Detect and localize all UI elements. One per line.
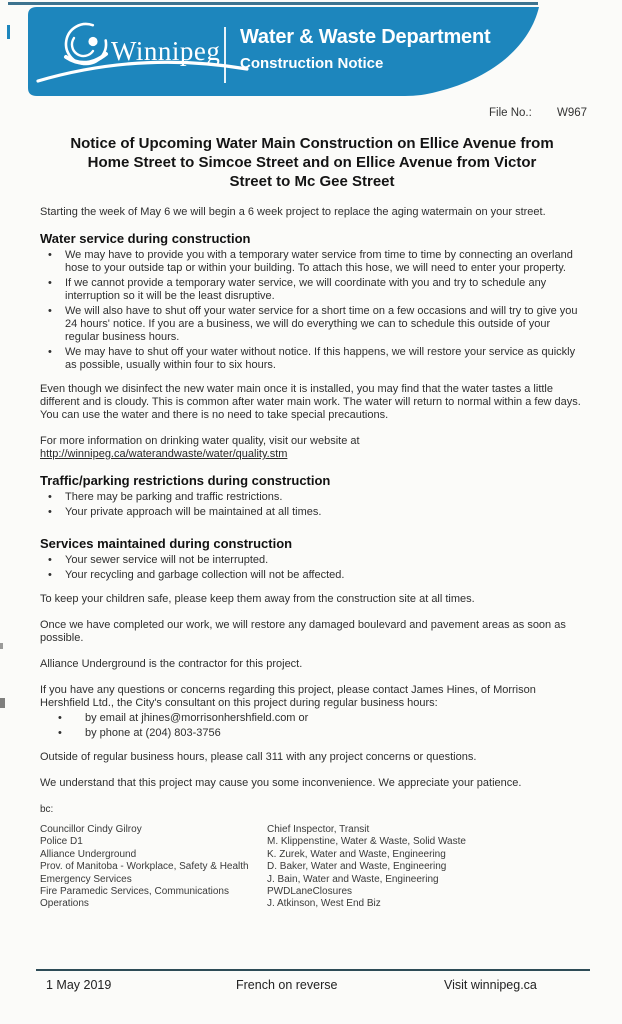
contact-paragraph: If you have any questions or concerns regarding this project, please contact James Hines, of Morrison Hershfield Ltd., the City's consultant on this project during regular business hours:: [40, 684, 536, 709]
bullet-icon: •: [48, 346, 52, 358]
department-title: Water & Waste Department: [240, 26, 491, 48]
services-bullet-list: [40, 554, 585, 582]
bc-recipient: PWDLaneClosures: [267, 886, 353, 898]
list-item: [40, 712, 585, 725]
contact-bullet-list: [40, 712, 585, 740]
section-heading-water-service: Water service during construction: [40, 231, 251, 246]
bc-distribution-list: [40, 824, 585, 911]
traffic-bullet-list: [40, 491, 585, 519]
list-item: [40, 346, 585, 372]
bc-recipient: Alliance Underground: [40, 848, 137, 860]
list-item: [40, 554, 585, 567]
list-item: [40, 277, 585, 303]
bc-label: bc:: [40, 804, 54, 815]
bullet-icon: •: [48, 305, 52, 317]
section-heading-traffic: Traffic/parking restrictions during construction: [40, 473, 331, 488]
file-number-label: File No.:: [489, 107, 532, 119]
page-footer: [36, 969, 590, 992]
bullet-text: Your sewer service will not be interrupted.: [65, 554, 269, 566]
bc-recipient: Councillor Cindy Gilroy: [40, 824, 142, 835]
patience-paragraph: We understand that this project may cause you some inconvenience. We appreciate your patience.: [40, 777, 522, 789]
footer-french-note: French on reverse: [236, 978, 338, 992]
bc-recipient: K. Zurek, Water and Waste, Engineering: [267, 848, 446, 860]
scan-artifact: [0, 698, 5, 708]
list-item: [40, 491, 585, 504]
bullet-icon: •: [48, 491, 52, 503]
bullet-text: If we cannot provide a temporary water service, we will coordinate with you and try to schedule any interruption so it will be the least disruptive.: [65, 277, 547, 302]
footer-date: 1 May 2019: [46, 978, 112, 992]
bullet-icon: •: [48, 569, 52, 581]
bc-column-left: [40, 824, 267, 911]
bc-recipient: M. Klippenstine, Water & Waste, Solid Waste: [267, 836, 466, 848]
bc-recipient: Chief Inspector, Transit: [267, 824, 370, 835]
restore-paragraph: Once we have completed our work, we will restore any damaged boulevard and pavement areas as soon as possible.: [40, 619, 566, 644]
after-hours-paragraph: Outside of regular business hours, please call 311 with any project concerns or questions.: [40, 751, 477, 763]
bullet-icon: •: [58, 727, 62, 739]
bullet-text: Your recycling and garbage collection will not be affected.: [65, 569, 345, 581]
website-paragraph: [40, 435, 585, 461]
banner-divider: [224, 27, 226, 83]
disinfect-paragraph: Even though we disinfect the new water main once it is installed, you may find that the water tastes a little different and is cloudy. This is common after water main work. The water will return to normal within a few days. You can use the water and there is no need to take special precautions.: [40, 383, 581, 421]
list-item: [40, 727, 585, 740]
bc-column-right: [267, 824, 585, 911]
document-body: [40, 134, 585, 911]
page-title: [34, 134, 590, 191]
bc-recipient: J. Bain, Water and Waste, Engineering: [267, 873, 439, 885]
bc-recipient: J. Atkinson, West End Biz: [267, 898, 381, 910]
list-item: [40, 506, 585, 519]
children-safety-paragraph: To keep your children safe, please keep them away from the construction site at all times.: [40, 593, 475, 605]
bc-recipient: Police D1: [40, 836, 83, 848]
bullet-text: We may have to shut off your water without notice. If this happens, we will restore your service as quickly as possible, usually within four to six hours.: [65, 346, 576, 371]
bc-recipient: Prov. of Manitoba - Workplace, Safety & Health: [40, 861, 249, 873]
bc-recipient: Emergency Services: [40, 873, 132, 885]
bullet-icon: •: [48, 277, 52, 289]
scan-artifact: [0, 643, 3, 649]
list-item: [40, 249, 585, 275]
section-heading-services: Services maintained during construction: [40, 536, 293, 551]
winnipeg-logo-wordmark: Winnipeg: [111, 36, 221, 66]
bullet-icon: •: [48, 554, 52, 566]
water-quality-link[interactable]: http://winnipeg.ca/waterandwaste/water/quality.stm: [40, 448, 288, 460]
bullet-icon: •: [48, 506, 52, 518]
intro-paragraph: Starting the week of May 6 we will begin a 6 week project to replace the aging watermain on your street.: [40, 206, 546, 218]
file-number-value: W967: [557, 107, 588, 119]
contractor-paragraph: Alliance Underground is the contractor for this project.: [40, 658, 303, 670]
page-title-line: Home Street to Simcoe Street and on Ellice Avenue from Victor: [87, 154, 537, 171]
bullet-text: We may have to provide you with a temporary water service from time to time by connecting an overland hose to your outside tap or within your building. To attach this hose, we will need to enter your property.: [65, 249, 573, 274]
list-item: [40, 569, 585, 582]
website-paragraph-text: For more information on drinking water quality, visit our website at: [40, 435, 360, 447]
bc-recipient: D. Baker, Water and Waste, Engineering: [267, 861, 447, 873]
water-service-bullet-list: [40, 249, 585, 372]
page-title-line: Notice of Upcoming Water Main Construction on Ellice Avenue from: [70, 135, 554, 152]
contact-phone: by phone at (204) 803-3756: [85, 727, 221, 739]
bullet-icon: •: [48, 249, 52, 261]
contact-email: by email at jhines@morrisonhershfield.com or: [85, 712, 309, 724]
page-title-line: Street to Mc Gee Street: [229, 173, 395, 190]
header-banner: [0, 0, 622, 106]
footer-website-note: Visit winnipeg.ca: [444, 978, 537, 992]
bullet-text: There may be parking and traffic restrictions.: [65, 491, 283, 503]
bullet-text: Your private approach will be maintained at all times.: [65, 506, 322, 518]
bullet-icon: •: [58, 712, 62, 724]
bullet-text: We will also have to shut off your water service for a short time on a few occasions and will try to give you 24 hours' notice. If you are a business, we will do everything we can to schedule this outside of your regular business hours.: [65, 305, 578, 343]
list-item: [40, 305, 585, 344]
notice-type-label: Construction Notice: [240, 55, 384, 72]
bc-recipient: Fire Paramedic Services, Communications Operations: [40, 886, 229, 910]
